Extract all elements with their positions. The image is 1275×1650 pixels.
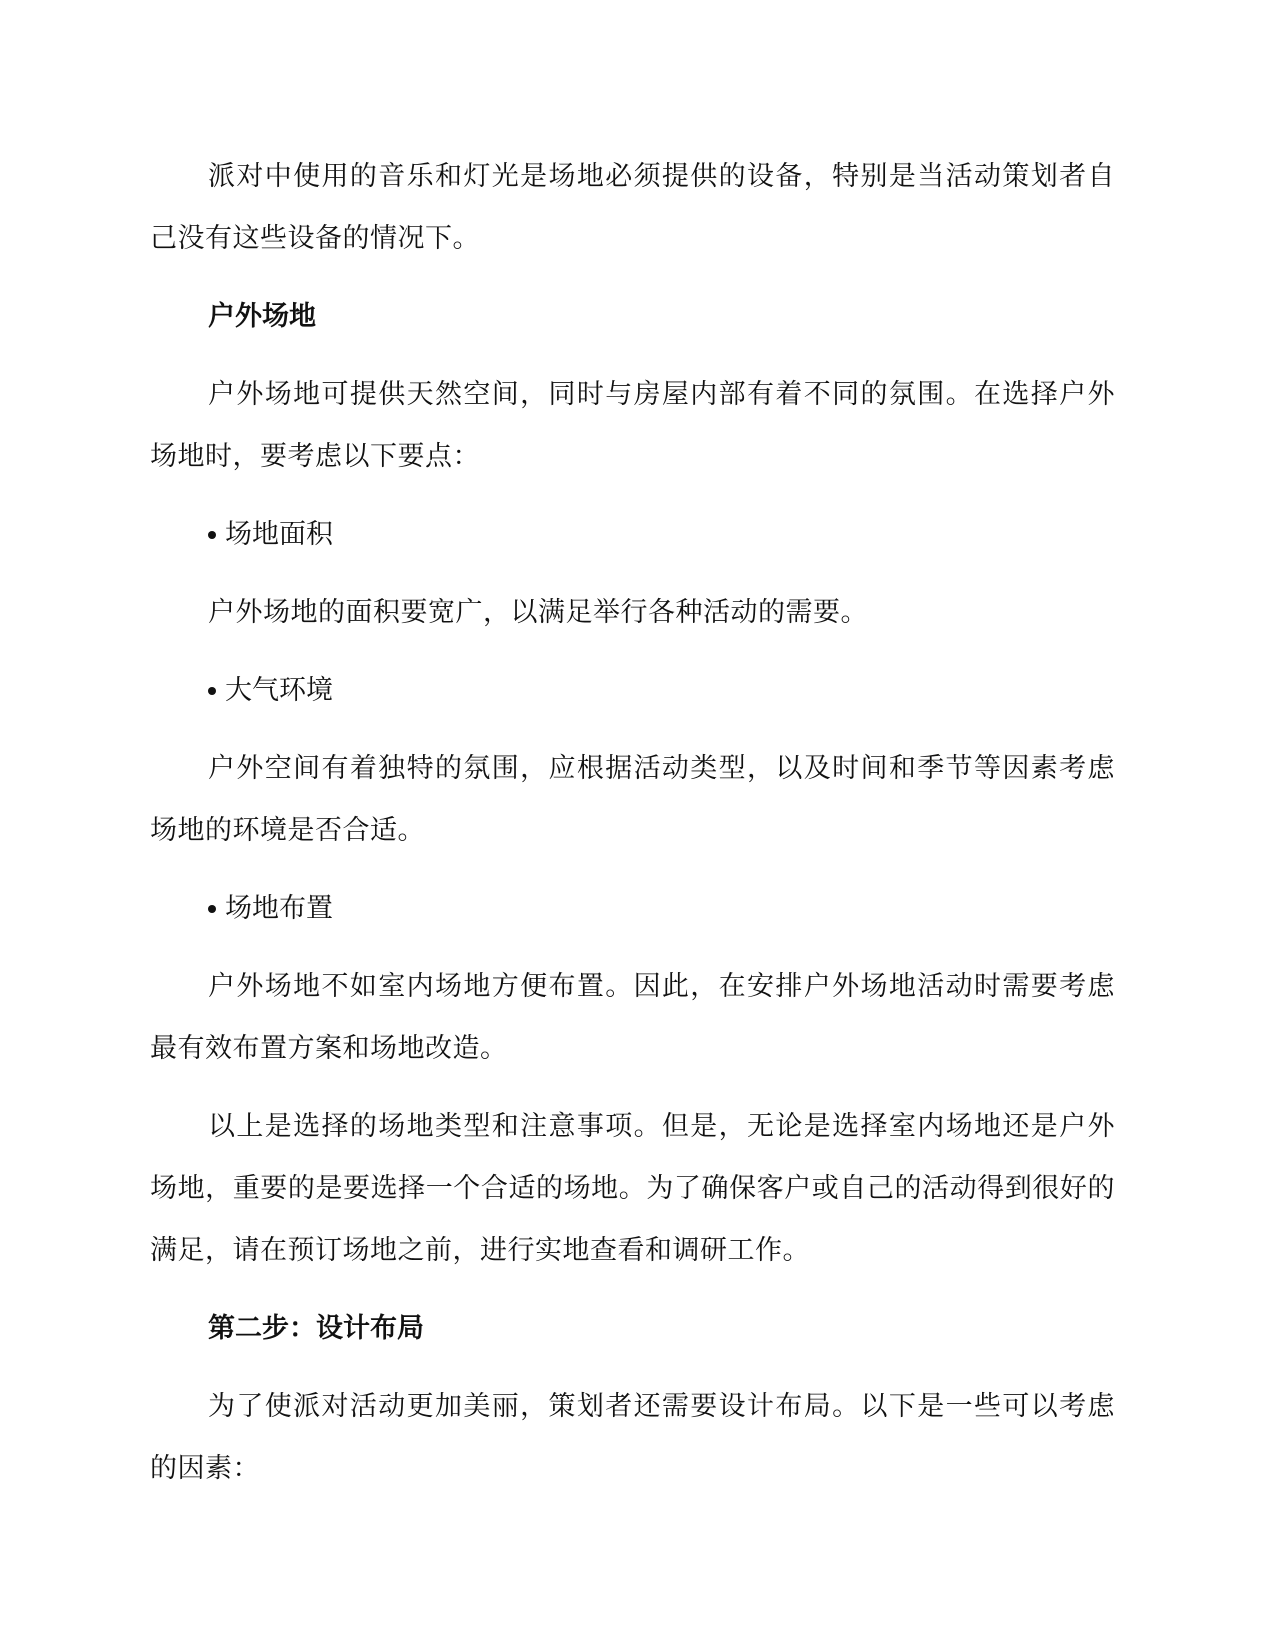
bullet-venue-area <box>150 504 1115 566</box>
heading-step-two: 第二步：设计布局 <box>208 1313 424 1344</box>
bullet-dot-icon <box>208 905 216 913</box>
paragraph-layout-intro: 为了使派对活动更加美丽，策划者还需要设计布局。以下是一些可以考虑的因素： <box>150 1391 1115 1484</box>
bullet-label: 场地布置 <box>225 893 333 924</box>
bullet-venue-setup <box>150 878 1115 940</box>
paragraph-atmosphere: 户外空间有着独特的氛围，应根据活动类型，以及时间和季节等因素考虑场地的环境是否合适。 <box>150 753 1115 846</box>
bullet-dot-icon <box>208 531 216 539</box>
paragraph-summary: 以上是选择的场地类型和注意事项。但是，无论是选择室内场地还是户外场地，重要的是要选择一个合适的场地。为了确保客户或自己的活动得到很好的满足，请在预订场地之前，进行实地查看和调研工作。 <box>150 1111 1115 1266</box>
bullet-atmosphere <box>150 660 1115 722</box>
heading-outdoor-venue: 户外场地 <box>208 301 316 332</box>
paragraph-music-lighting: 派对中使用的音乐和灯光是场地必须提供的设备，特别是当活动策划者自己没有这些设备的情况下。 <box>150 161 1115 254</box>
paragraph-venue-setup: 户外场地不如室内场地方便布置。因此，在安排户外场地活动时需要考虑最有效布置方案和场地改造。 <box>150 971 1115 1064</box>
paragraph-venue-area: 户外场地的面积要宽广，以满足举行各种活动的需要。 <box>208 597 868 628</box>
bullet-dot-icon <box>208 687 216 695</box>
document-page <box>150 146 1115 1516</box>
bullet-label: 大气环境 <box>225 675 333 706</box>
paragraph-outdoor-intro: 户外场地可提供天然空间，同时与房屋内部有着不同的氛围。在选择户外场地时，要考虑以下要点： <box>150 379 1115 472</box>
bullet-label: 场地面积 <box>225 519 333 550</box>
